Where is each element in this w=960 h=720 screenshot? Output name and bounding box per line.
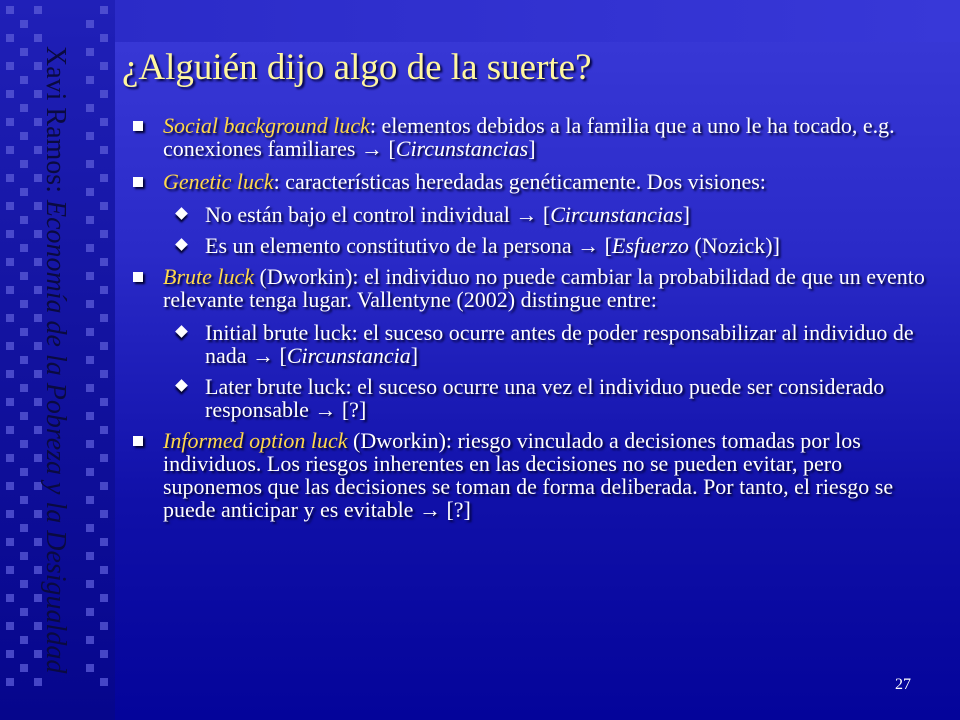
decor-square [20,636,28,644]
decor-square [100,230,108,238]
decor-square [6,566,14,574]
decor-square [100,174,108,182]
decor-square [6,482,14,490]
decor-square [100,90,108,98]
decor-square [6,6,14,14]
decor-square [20,48,28,56]
decor-square [20,300,28,308]
decor-square [34,6,42,14]
decor-square [86,524,94,532]
course-name: Economía de la Pobreza y la Desigualdad [40,200,71,674]
decor-square [100,454,108,462]
genetic-sub1-close: ] [682,202,690,227]
slide-body [125,114,940,531]
diamond-bullet-icon [175,379,188,392]
decor-square [100,314,108,322]
term-option-luck: Informed option luck [163,428,348,453]
decor-square [86,104,94,112]
decor-square [6,622,14,630]
genetic-sub2-text: Es un elemento constitutivo de la persona → [ [205,233,612,258]
decor-square [20,468,28,476]
sidebar-caption [32,22,78,698]
author-name: Xavi Ramos: [40,46,71,194]
decor-square [86,160,94,168]
decor-square [6,538,14,546]
bullet-social-luck [125,114,940,160]
social-luck-close: ] [528,136,536,161]
square-bullet-icon [133,436,143,446]
decor-square [86,608,94,616]
decor-square [86,216,94,224]
decor-square [86,132,94,140]
decor-square [100,370,108,378]
sub-bullet-brute-1 [125,321,940,367]
decor-square [100,594,108,602]
genetic-luck-text: : características heredadas genéticamente. Dos visiones: [273,169,766,194]
genetic-sub2-tag: Esfuerzo [611,233,689,258]
decor-square [86,496,94,504]
brute-sub1-tag: Circunstancia [286,343,411,368]
decor-square [100,538,108,546]
decor-square [20,244,28,252]
brute-sub1-close: ] [410,343,419,368]
decor-square [6,146,14,154]
decor-square [86,356,94,364]
decor-square [86,636,94,644]
decor-square [20,580,28,588]
decor-square [6,202,14,210]
decor-square [6,286,14,294]
term-genetic-luck: Genetic luck [163,169,274,194]
decor-square [20,216,28,224]
decor-square [86,440,94,448]
decor-square [6,118,14,126]
decor-square [100,118,108,126]
decor-square [6,426,14,434]
decor-square [86,244,94,252]
decor-square [100,678,108,686]
decor-square [20,188,28,196]
decor-square [20,552,28,560]
decor-square [20,160,28,168]
slide-title: ¿Alguién dijo algo de la suerte? [122,47,592,88]
decor-square [100,566,108,574]
decor-square [100,398,108,406]
decor-square [20,664,28,672]
decor-square [20,440,28,448]
decor-square [100,202,108,210]
decor-square [100,342,108,350]
square-bullet-icon [133,121,143,131]
decor-square [86,20,94,28]
brute-luck-text: (Dworkin): el individuo no puede cambiar la probabilidad de que un evento relevante tenga lugar. Vallentyne (2002) distingue entre: [163,264,925,312]
decor-square [6,34,14,42]
decor-square [86,272,94,280]
decor-square [100,34,108,42]
decor-square [20,272,28,280]
decor-square [86,664,94,672]
decor-square [6,90,14,98]
genetic-sub1-text: No están bajo el control individual → [ [205,202,551,227]
bullet-option-luck [125,429,940,521]
decor-square [20,328,28,336]
sub-bullet-genetic-1 [125,203,940,226]
decor-square [6,454,14,462]
square-bullet-icon [133,177,143,187]
decor-square [100,510,108,518]
decor-square [86,580,94,588]
decor-square [6,258,14,266]
decor-square [100,62,108,70]
sub-bullet-brute-2 [125,375,940,421]
genetic-sub2-close: (Nozick)] [688,233,780,258]
bullet-genetic-luck [125,170,940,193]
decor-square [20,76,28,84]
social-luck-text: : elementos debidos a la familia que a uno le ha tocado, e.g. conexiones familiares → [ [163,113,895,161]
decor-square [86,300,94,308]
term-brute-luck: Brute luck [163,264,255,289]
decor-square [20,524,28,532]
decor-square [86,468,94,476]
decor-square [6,174,14,182]
decor-square [100,146,108,154]
decor-square [100,650,108,658]
square-bullet-icon [133,272,143,282]
decor-square [86,48,94,56]
decor-square [20,384,28,392]
decor-square [100,426,108,434]
decor-square [6,370,14,378]
decor-square [100,286,108,294]
genetic-sub1-tag: Circunstancias [550,202,683,227]
decor-square [6,342,14,350]
decor-square [20,496,28,504]
brute-sub1-text: Initial brute luck: el suceso ocurre antes de poder responsabilizar al individuo de nada → [ [205,320,914,368]
page-number: 27 [895,676,911,693]
decor-square [86,76,94,84]
decor-square [6,230,14,238]
diamond-bullet-icon [175,325,188,338]
decor-square [100,622,108,630]
decor-square [86,328,94,336]
decor-square [100,6,108,14]
decor-square [86,188,94,196]
decor-square [100,482,108,490]
decor-square [6,594,14,602]
decor-square [6,314,14,322]
decor-square [86,412,94,420]
decor-square [100,258,108,266]
decor-square [20,104,28,112]
social-luck-tag: Circunstancias [395,136,529,161]
brute-sub2-text: Later brute luck: el suceso ocurre una vez el individuo puede ser considerado responsable → [?] [205,374,885,422]
decor-square [6,398,14,406]
term-social-luck: Social background luck [163,113,370,138]
decor-square [6,510,14,518]
decor-square [6,678,14,686]
decor-square [20,412,28,420]
top-bar [115,0,960,42]
decor-square [20,356,28,364]
decor-square [6,650,14,658]
decor-square [20,132,28,140]
bullet-brute-luck [125,265,940,311]
decor-square [86,552,94,560]
diamond-bullet-icon [175,207,188,220]
diamond-bullet-icon [175,238,188,251]
decor-square [86,384,94,392]
decor-square [20,20,28,28]
decor-square [6,62,14,70]
sub-bullet-genetic-2 [125,234,940,257]
decor-square [20,608,28,616]
option-luck-text: (Dworkin): riesgo vinculado a decisiones tomadas por los individuos. Los riesgos inherentes en las decisiones no se pueden evitar, pero suponemos que las decisiones se toman de forma deliberada. Por tanto, el riesgo se puede anticipar y es evitable → [?] [163,428,894,522]
